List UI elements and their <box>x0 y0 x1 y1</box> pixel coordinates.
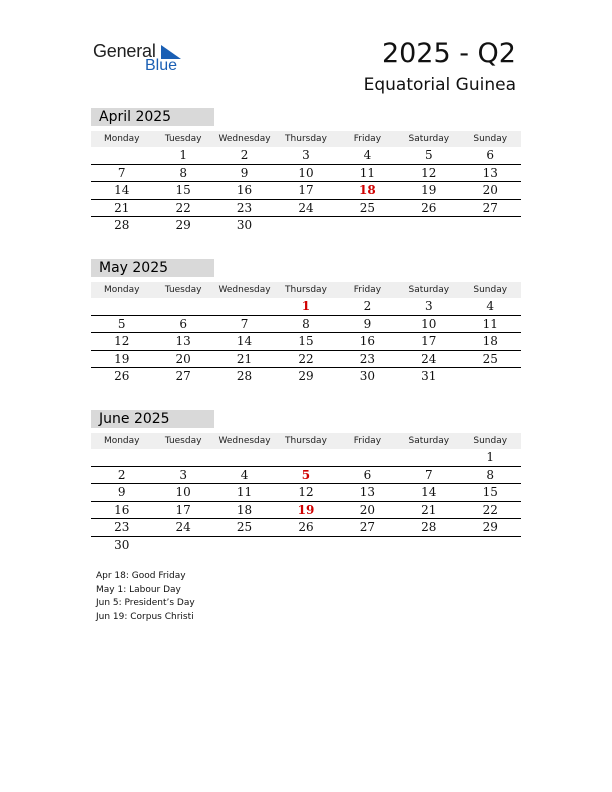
day-cell: 16 <box>236 183 253 197</box>
day-cell: 9 <box>240 165 249 180</box>
day-cell: 18 <box>482 334 498 348</box>
day-cell: 18 <box>236 502 253 517</box>
day-cell: 2 <box>240 148 249 162</box>
day-cell: 6 <box>363 467 372 482</box>
day-cell <box>398 537 459 554</box>
holiday-note: Jun 5: President’s Day <box>96 598 195 608</box>
day-cell: 11 <box>482 316 498 331</box>
weekday-label: Tuesday <box>164 134 202 144</box>
day-cell <box>91 449 152 466</box>
day-cell: 2 <box>117 467 126 482</box>
day-cell: 21 <box>114 200 130 215</box>
day-cell <box>460 368 521 385</box>
week-row <box>91 182 521 200</box>
day-cell: 24 <box>175 520 191 534</box>
day-cell: 13 <box>482 165 498 180</box>
day-cell: 2 <box>363 299 372 313</box>
day-cell: 24 <box>298 200 314 215</box>
day-cell: 1 <box>179 148 187 162</box>
day-cell: 14 <box>114 183 130 197</box>
week-row <box>91 449 521 467</box>
week-row <box>91 467 521 485</box>
holiday-day-cell: 18 <box>359 183 376 197</box>
month-title: June 2025 <box>91 410 214 428</box>
logo-blue-text: Blue <box>145 57 178 74</box>
week-row <box>91 484 521 502</box>
day-cell: 21 <box>421 502 437 517</box>
day-cell <box>91 298 152 315</box>
day-cell: 28 <box>236 369 253 383</box>
weekday-label: Wednesday <box>218 285 271 295</box>
day-cell: 14 <box>421 485 437 499</box>
week-row <box>91 200 521 218</box>
day-cell: 12 <box>298 485 314 499</box>
month-may <box>91 259 521 385</box>
day-cell: 1 <box>486 450 495 464</box>
weekday-header-row <box>91 433 521 449</box>
day-cell <box>337 217 398 234</box>
day-cell <box>152 298 213 315</box>
day-cell: 9 <box>117 485 126 499</box>
logo-general-text: General <box>93 41 156 61</box>
day-cell: 27 <box>359 520 376 534</box>
month-april <box>91 108 521 234</box>
holiday-note: May 1: Labour Day <box>96 584 181 595</box>
week-row <box>91 217 521 234</box>
day-cell: 7 <box>240 316 249 331</box>
weekday-header-row <box>91 131 521 147</box>
day-cell: 3 <box>302 148 310 162</box>
holiday-notes <box>96 570 195 624</box>
day-cell: 23 <box>359 351 376 366</box>
day-cell <box>398 449 459 466</box>
day-cell: 26 <box>298 520 314 534</box>
day-cell: 4 <box>240 467 249 482</box>
day-cell <box>152 449 213 466</box>
week-row <box>91 165 521 183</box>
day-cell: 12 <box>114 334 130 348</box>
day-cell: 27 <box>175 369 191 383</box>
day-cell: 30 <box>236 218 253 232</box>
weekday-label: Sunday <box>473 134 508 144</box>
weekday-header-row <box>91 282 521 298</box>
weekday-label: Thursday <box>285 436 327 446</box>
day-cell: 14 <box>236 334 253 348</box>
weekday-label: Monday <box>103 285 140 295</box>
week-row <box>91 316 521 334</box>
weekday-label: Saturday <box>408 285 450 295</box>
day-cell: 19 <box>114 351 130 366</box>
weekday-label: Friday <box>353 134 382 144</box>
day-cell <box>91 147 152 164</box>
day-cell: 29 <box>298 369 314 383</box>
country-name: Equatorial Guinea <box>363 75 516 95</box>
month-june <box>91 410 521 553</box>
holiday-day-cell: 19 <box>297 502 315 517</box>
day-cell <box>460 537 521 554</box>
day-cell: 10 <box>298 165 314 180</box>
day-cell: 22 <box>482 502 498 517</box>
day-cell: 3 <box>425 299 433 313</box>
day-cell: 16 <box>359 334 376 348</box>
holiday-day-cell: 5 <box>301 467 311 482</box>
month-title: May 2025 <box>91 259 214 277</box>
day-cell: 8 <box>179 165 187 180</box>
day-cell: 26 <box>114 369 130 383</box>
day-cell: 30 <box>114 537 130 552</box>
week-row <box>91 537 521 554</box>
day-cell: 20 <box>359 502 376 517</box>
day-cell: 17 <box>421 334 437 348</box>
day-cell <box>275 217 336 234</box>
week-row <box>91 368 521 385</box>
day-cell: 4 <box>486 299 495 313</box>
day-cell: 16 <box>114 502 130 517</box>
day-cell: 25 <box>482 351 498 366</box>
day-cell: 29 <box>175 218 191 232</box>
weekday-label: Monday <box>103 436 140 446</box>
day-cell: 3 <box>179 467 187 482</box>
day-cell: 6 <box>486 148 495 162</box>
day-cell: 25 <box>359 200 376 215</box>
weekday-label: Tuesday <box>164 436 202 446</box>
day-cell: 17 <box>175 502 191 517</box>
day-cell: 20 <box>175 351 191 366</box>
day-cell <box>214 537 275 554</box>
day-cell: 24 <box>421 351 437 366</box>
day-cell <box>398 217 459 234</box>
logo <box>93 40 193 80</box>
day-cell: 23 <box>114 520 130 534</box>
weekday-label: Saturday <box>408 134 450 144</box>
week-row <box>91 351 521 369</box>
weekday-label: Thursday <box>285 285 327 295</box>
day-cell: 13 <box>359 485 376 499</box>
day-cell <box>275 537 336 554</box>
week-row <box>91 147 521 165</box>
day-cell: 15 <box>298 334 314 348</box>
day-cell: 19 <box>421 183 437 197</box>
day-cell: 4 <box>363 148 372 162</box>
day-cell <box>460 217 521 234</box>
day-cell: 31 <box>421 369 437 383</box>
holiday-note: Apr 18: Good Friday <box>96 571 186 581</box>
day-cell: 7 <box>425 467 433 482</box>
day-cell: 8 <box>486 467 495 482</box>
weekday-label: Sunday <box>473 436 508 446</box>
day-cell <box>337 537 398 554</box>
day-cell <box>152 537 213 554</box>
day-cell: 9 <box>363 316 372 331</box>
page-title: 2025 - Q2 <box>381 38 516 69</box>
weekday-label: Wednesday <box>218 134 271 144</box>
day-cell: 11 <box>236 485 253 499</box>
weekday-label: Friday <box>353 436 382 446</box>
month-title: April 2025 <box>91 108 214 126</box>
day-cell: 10 <box>175 485 191 499</box>
weekday-label: Wednesday <box>218 436 271 446</box>
day-cell: 27 <box>482 200 498 215</box>
day-cell <box>214 449 275 466</box>
day-cell: 12 <box>421 165 437 180</box>
day-cell: 22 <box>175 200 191 215</box>
weekday-label: Monday <box>103 134 140 144</box>
day-cell: 25 <box>236 520 253 534</box>
day-cell: 28 <box>114 218 130 232</box>
day-cell: 29 <box>482 520 498 534</box>
day-cell <box>337 449 398 466</box>
weekday-label: Thursday <box>285 134 327 144</box>
day-cell: 5 <box>425 148 433 162</box>
week-row <box>91 298 521 316</box>
day-cell: 13 <box>175 334 191 348</box>
day-cell: 8 <box>302 316 310 331</box>
day-cell: 5 <box>117 316 126 331</box>
week-row <box>91 519 521 537</box>
week-row <box>91 502 521 520</box>
day-cell: 20 <box>482 183 498 197</box>
day-cell: 15 <box>175 183 191 197</box>
day-cell: 26 <box>421 200 437 215</box>
day-cell: 6 <box>179 316 187 331</box>
day-cell: 7 <box>117 165 126 180</box>
day-cell: 11 <box>359 165 376 180</box>
day-cell: 15 <box>482 485 498 499</box>
weekday-label: Tuesday <box>164 285 202 295</box>
day-cell: 10 <box>421 316 437 331</box>
weekday-label: Sunday <box>473 285 508 295</box>
day-cell: 30 <box>359 369 376 383</box>
weekday-label: Saturday <box>408 436 450 446</box>
holiday-day-cell: 1 <box>301 299 311 313</box>
day-cell: 17 <box>298 183 314 197</box>
day-cell: 22 <box>298 351 314 366</box>
day-cell <box>214 298 275 315</box>
day-cell: 21 <box>236 351 253 366</box>
day-cell: 23 <box>236 200 253 215</box>
holiday-note: Jun 19: Corpus Christi <box>96 611 194 622</box>
weekday-label: Friday <box>353 285 382 295</box>
week-row <box>91 333 521 351</box>
day-cell <box>275 449 336 466</box>
day-cell: 28 <box>421 520 437 534</box>
